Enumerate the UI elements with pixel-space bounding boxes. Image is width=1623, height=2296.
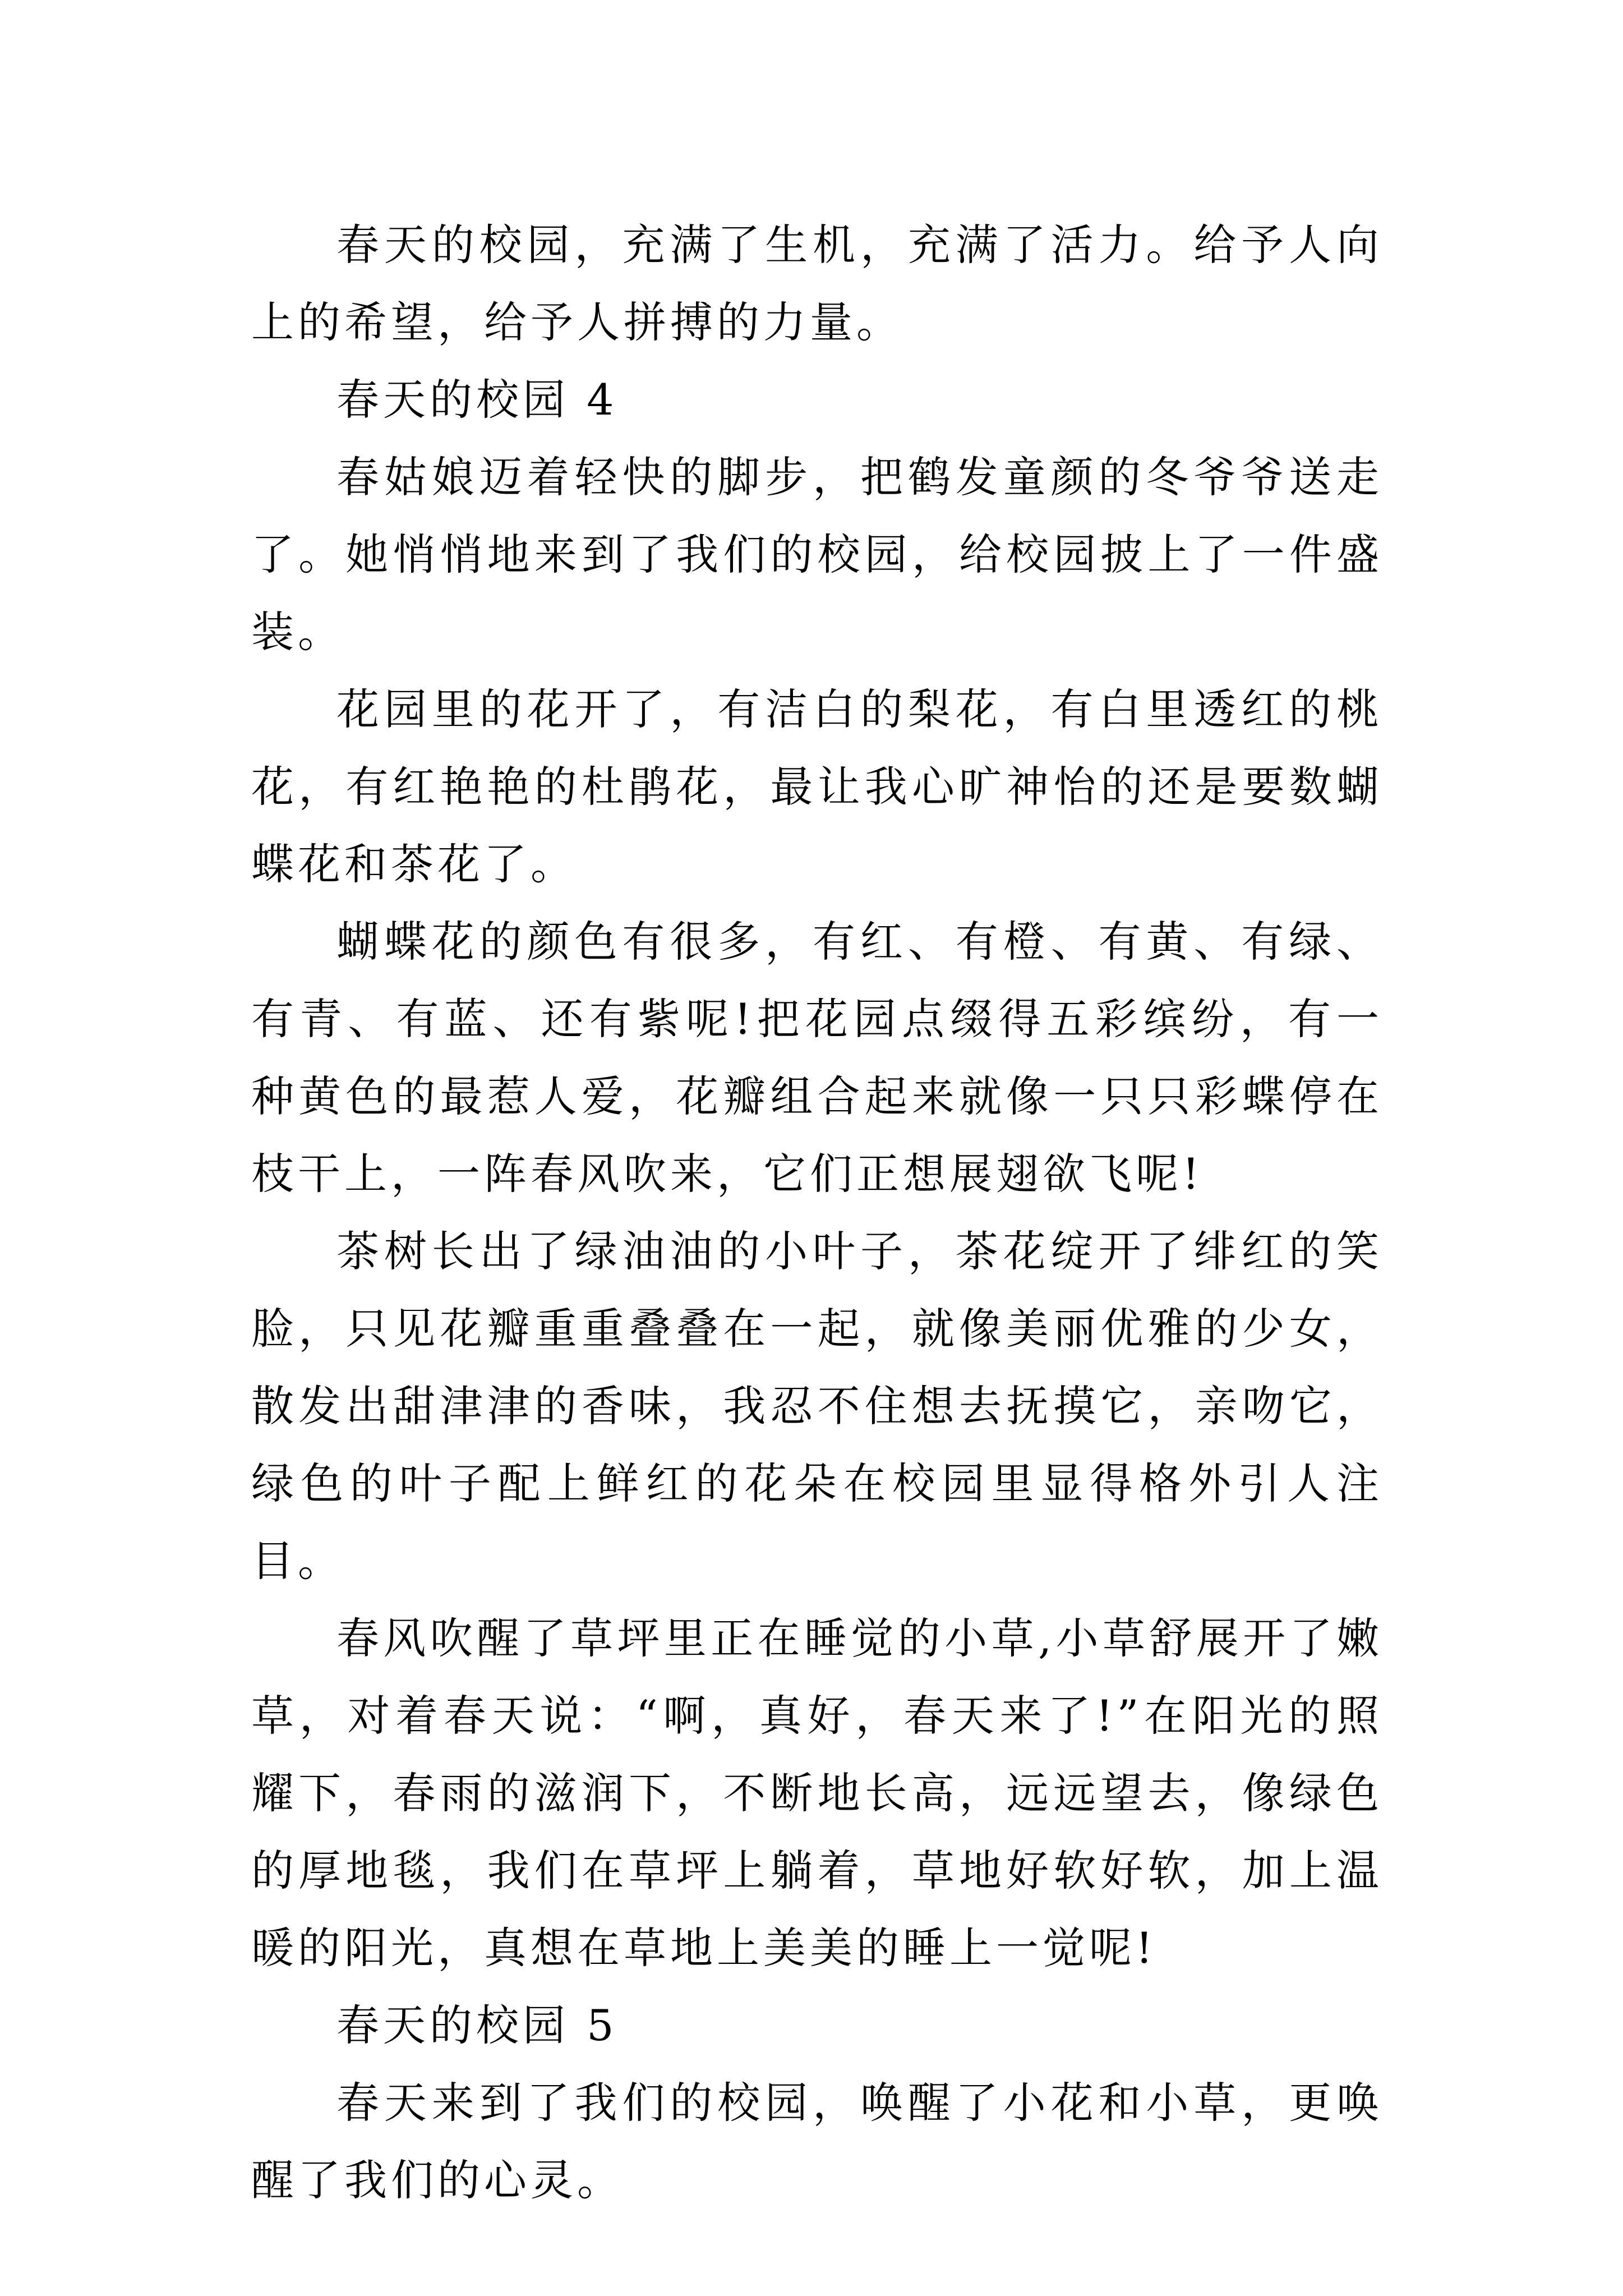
paragraph-spring-awakens: 春天来到了我们的校园，唤醒了小花和小草，更唤醒了我们的心灵。: [251, 2078, 1383, 2205]
document-body: [251, 206, 1383, 2219]
paragraph-spring-arrives: 春姑娘迈着轻快的脚步，把鹤发童颜的冬爷爷送走了。她悄悄地来到了我们的校园，给校园披上了一件盛装。: [251, 452, 1383, 657]
paragraph-lawn-grass: 春风吹醒了草坪里正在睡觉的小草,小草舒展开了嫩草，对着春天说：“啊，真好，春天来了!”在阳光的照耀下，春雨的滋润下，不断地长高，远远望去，像绿色的厚地毯，我们在草坪上躺着，草地好软好软，加上温暖的阳光，真想在草地上美美的睡上一觉呢!: [251, 1613, 1383, 1973]
paragraph-spring-campus-summary: 春天的校园，充满了生机，充满了活力。给予人向上的希望，给予人拼搏的力量。: [251, 220, 1383, 347]
paragraph-butterfly-flowers: 蝴蝶花的颜色有很多，有红、有橙、有黄、有绿、有青、有蓝、还有紫呢!把花园点缀得五彩缤纷，有一种黄色的最惹人爱，花瓣组合起来就像一只只彩蝶停在枝干上，一阵春风吹来，它们正想展翅欲飞呢!: [251, 917, 1383, 1199]
section-heading-5: 春天的校园 5: [336, 2000, 618, 2050]
section-heading-4: 春天的校园 4: [336, 375, 618, 425]
paragraph-garden-flowers: 花园里的花开了，有洁白的梨花，有白里透红的桃花，有红艳艳的杜鹃花，最让我心旷神怡的还是要数蝴蝶花和茶花了。: [251, 684, 1383, 889]
paragraph-camellia: 茶树长出了绿油油的小叶子，茶花绽开了绯红的笑脸，只见花瓣重重叠叠在一起，就像美丽优雅的少女，散发出甜津津的香味，我忍不住想去抚摸它，亲吻它，绿色的叶子配上鲜红的花朵在校园里显得格外引人注目。: [251, 1226, 1383, 1586]
